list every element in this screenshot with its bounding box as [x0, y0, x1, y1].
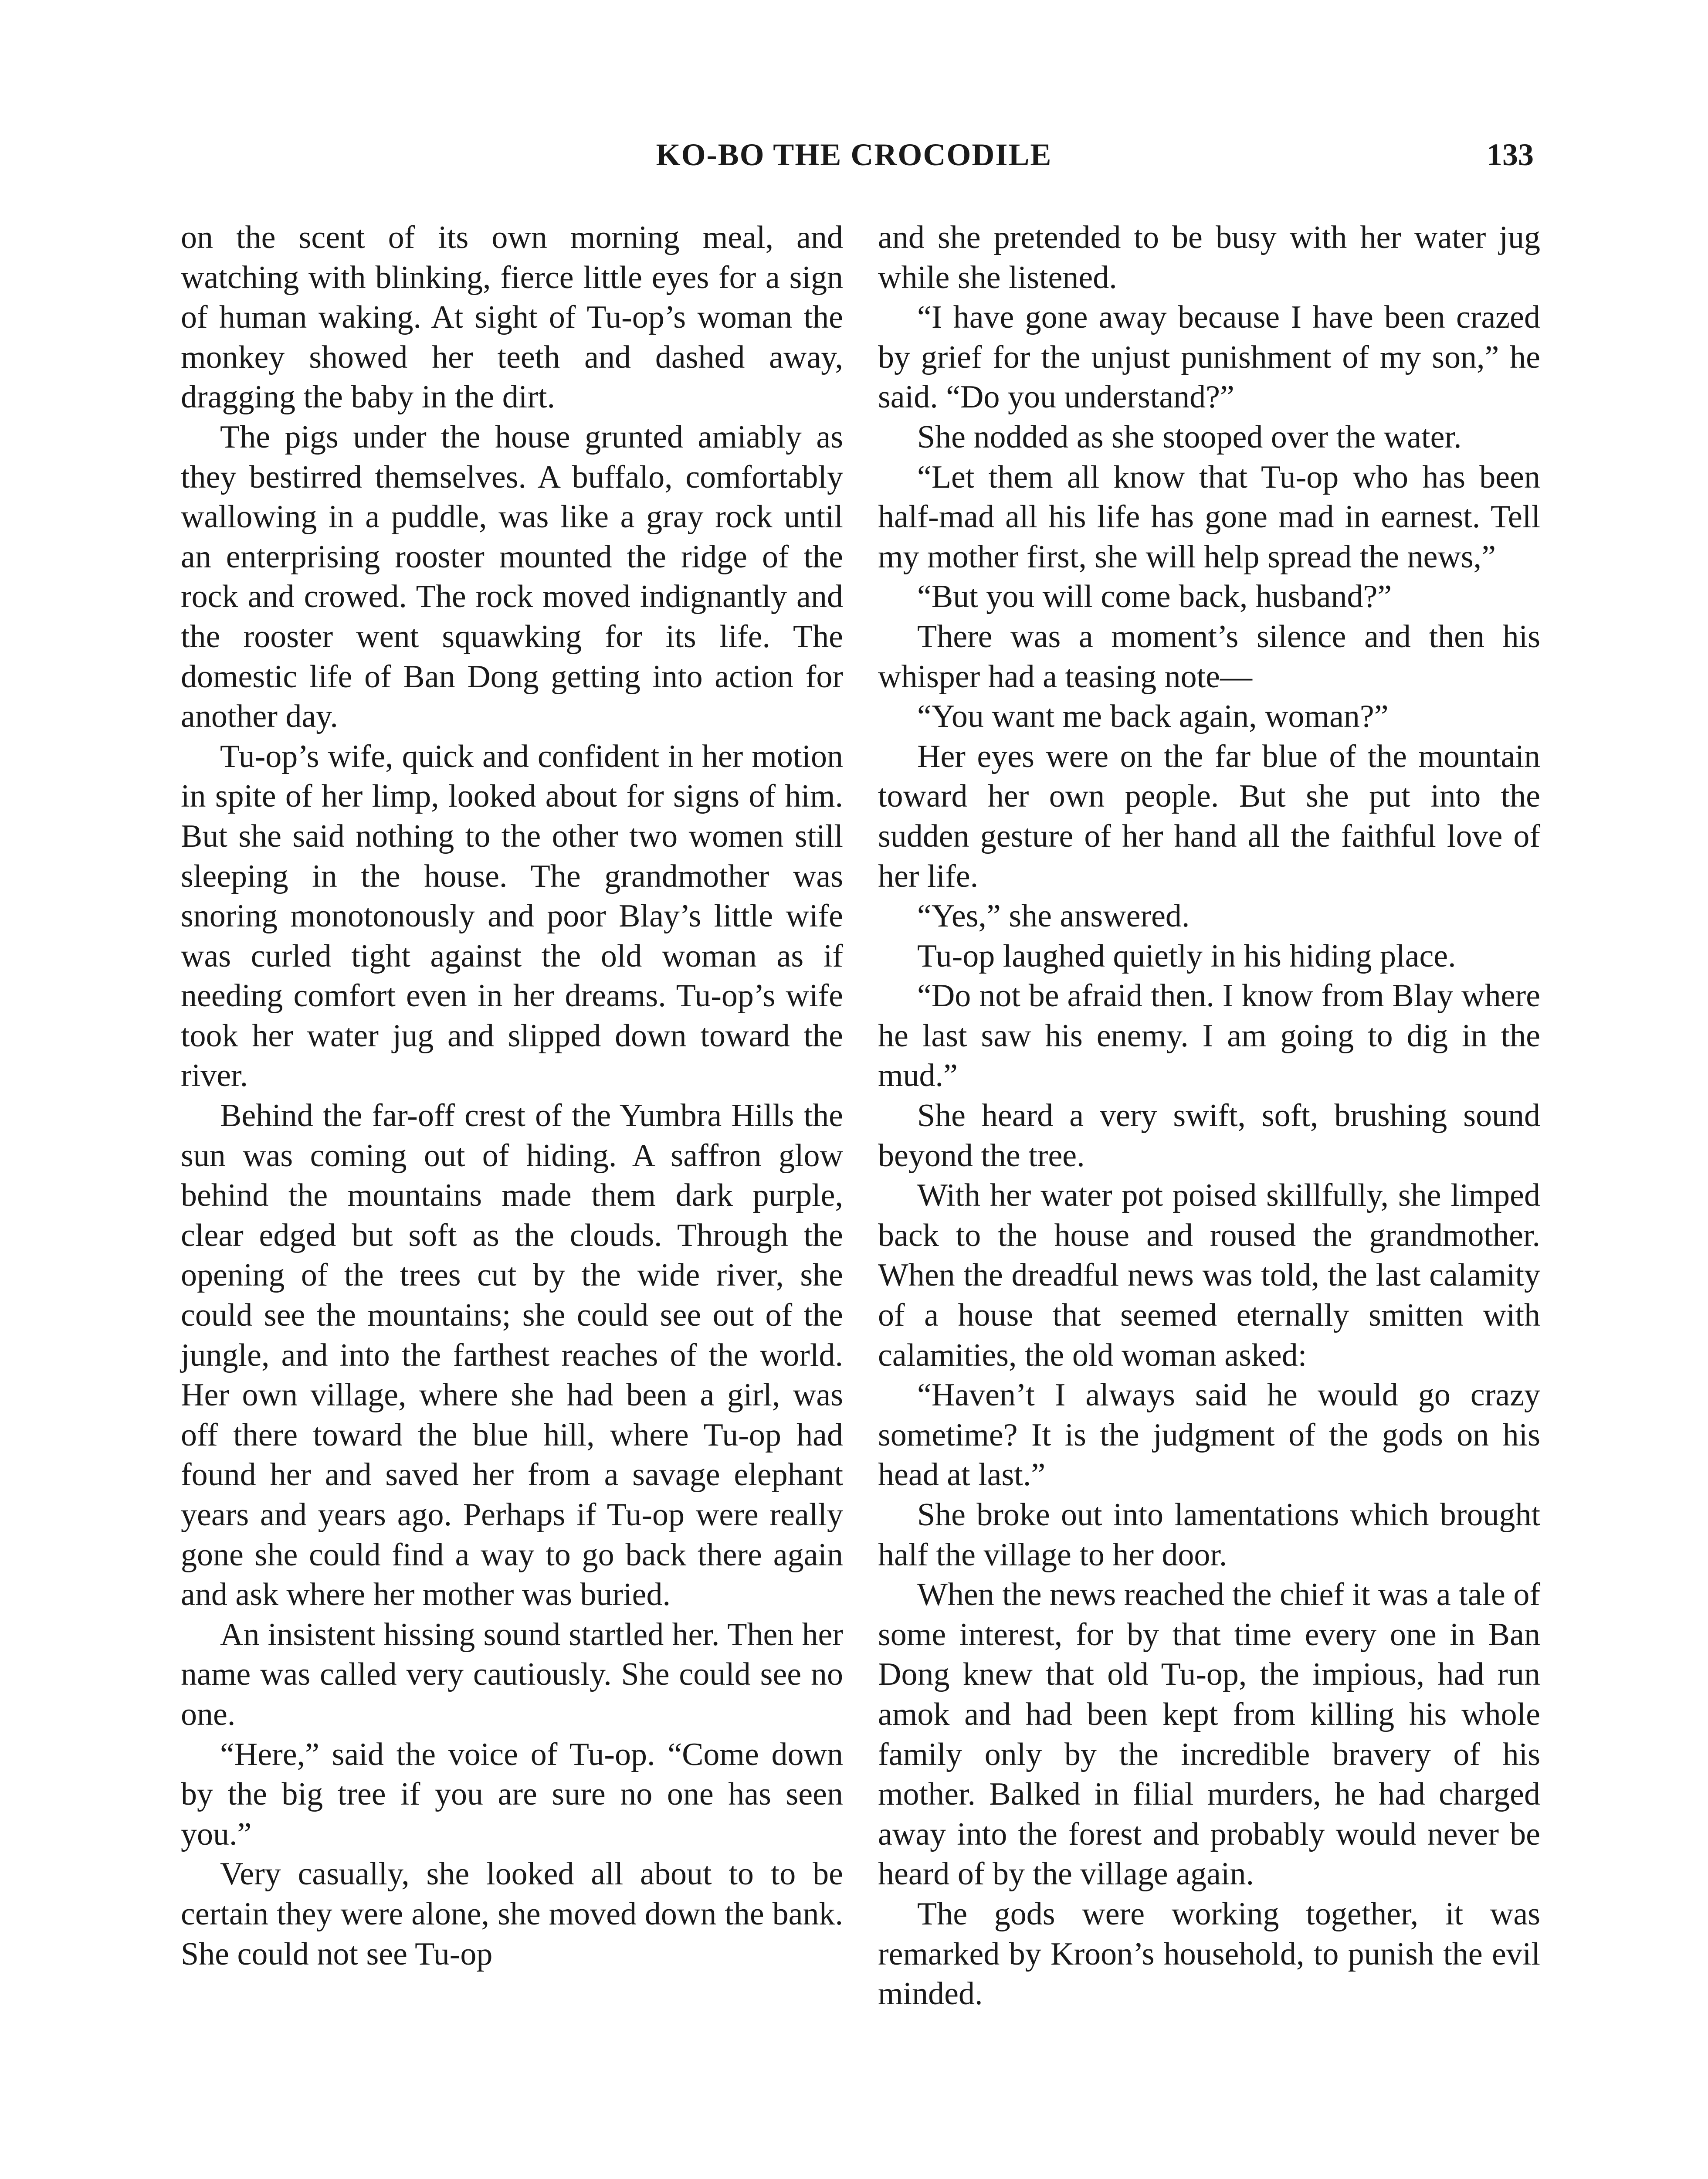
paragraph: She nodded as she stooped over the water.	[917, 419, 1462, 455]
paragraph: “You want me back again, woman?”	[917, 699, 1389, 735]
paragraph: When the news reached the chief it was a tale of some interest, for by that time every one in Ban Dong knew that old Tu-op, the impious, had run amok and had been kept from killing his whole family only by the incredible bravery of his mother. Balked in filial murders, he had charged away into the forest and probably would never be heard of by the village again.	[878, 1577, 1540, 1892]
paragraph: on the scent of its own morning meal, and watching with blinking, fierce little eyes for a sign of human waking. At sight of Tu-op’s woman the monkey showed her teeth and dashed away, dragging the baby in the dirt.	[181, 220, 843, 415]
paragraph: Very casually, she looked all about to to be certain they were alone, she moved down the bank. She could not see Tu-op	[181, 1856, 843, 1972]
paragraph: “Here,” said the voice of Tu-op. “Come down by the big tree if you are sure no one has seen you.”	[181, 1736, 843, 1852]
paragraph: Tu-op laughed quietly in his hiding place.	[917, 938, 1456, 974]
paragraph: With her water pot poised skillfully, she limped back to the house and roused the grandmother. When the dreadful news was told, the last calamity of a house that seemed eternally smitten with calamities, the old woman asked:	[878, 1178, 1540, 1373]
paragraph: “Let them all know that Tu-op who has been half-mad all his life has gone mad in earnest. Tell my mother first, she will help spread the news,”	[878, 459, 1540, 575]
running-header	[174, 131, 1534, 179]
paragraph: Tu-op’s wife, quick and confident in her motion in spite of her limp, looked about for signs of him. But she said nothing to the other two women still sleeping in the house. The grandmother was snoring monotonously and poor Blay’s little wife was curled tight against the old woman as if needing comfort even in her dreams. Tu-op’s wife took her water jug and slipped down toward the river.	[181, 738, 843, 1094]
paragraph: She heard a very swift, soft, brushing sound beyond the tree.	[878, 1098, 1540, 1174]
chapter-title: KO-BO THE CROCODILE	[656, 137, 1052, 172]
page-number: 133	[1487, 137, 1534, 172]
paragraph: “Yes,” she answered.	[917, 898, 1190, 934]
paragraph: “Do not be afraid then. I know from Blay where he last saw his enemy. I am going to dig in the mud.”	[878, 978, 1540, 1094]
paragraph: The pigs under the house grunted amiably as they bestirred themselves. A buffalo, comfortably wallowing in a puddle, was like a gray rock until an enterprising rooster mounted the ridge of the rock and crowed. The rock moved indignantly and the rooster went squawking for its life. The domestic life of Ban Dong getting into action for another day.	[181, 419, 843, 735]
paragraph: There was a moment’s silence and then his whisper had a teasing note—	[878, 618, 1540, 695]
right-text-column	[878, 218, 1540, 2014]
paragraph: Behind the far-off crest of the Yumbra Hills the sun was coming out of hiding. A saffron glow behind the mountains made them dark purple, clear edged but soft as the clouds. Through the opening of the trees cut by the wide river, she could see the mountains; she could see out of the jungle, and into the farthest reaches of the world. Her own village, where she had been a girl, was off there toward the blue hill, where Tu-op had found her and saved her from a savage elephant years and years ago. Perhaps if Tu-op were really gone she could find a way to go back there again and ask where her mother was buried.	[181, 1098, 843, 1613]
paragraph: and she pretended to be busy with her water jug while she listened.	[878, 220, 1540, 295]
left-text-column	[181, 218, 843, 1974]
paragraph: “I have gone away because I have been crazed by grief for the unjust punishment of my son,” he said. “Do you understand?”	[878, 299, 1540, 415]
paragraph: An insistent hissing sound startled her. Then her name was called very cautiously. She could see no one.	[181, 1616, 843, 1732]
paragraph: “But you will come back, husband?”	[917, 579, 1392, 615]
paragraph: She broke out into lamentations which brought half the village to her door.	[878, 1497, 1540, 1573]
paragraph: Her eyes were on the far blue of the mountain toward her own people. But she put into the sudden gesture of her hand all the faithful love of her life.	[878, 738, 1540, 894]
paragraph: The gods were working together, it was remarked by Kroon’s household, to punish the evil minded.	[878, 1896, 1540, 2012]
paragraph: “Haven’t I always said he would go crazy sometime? It is the judgment of the gods on his head at last.”	[878, 1377, 1540, 1493]
